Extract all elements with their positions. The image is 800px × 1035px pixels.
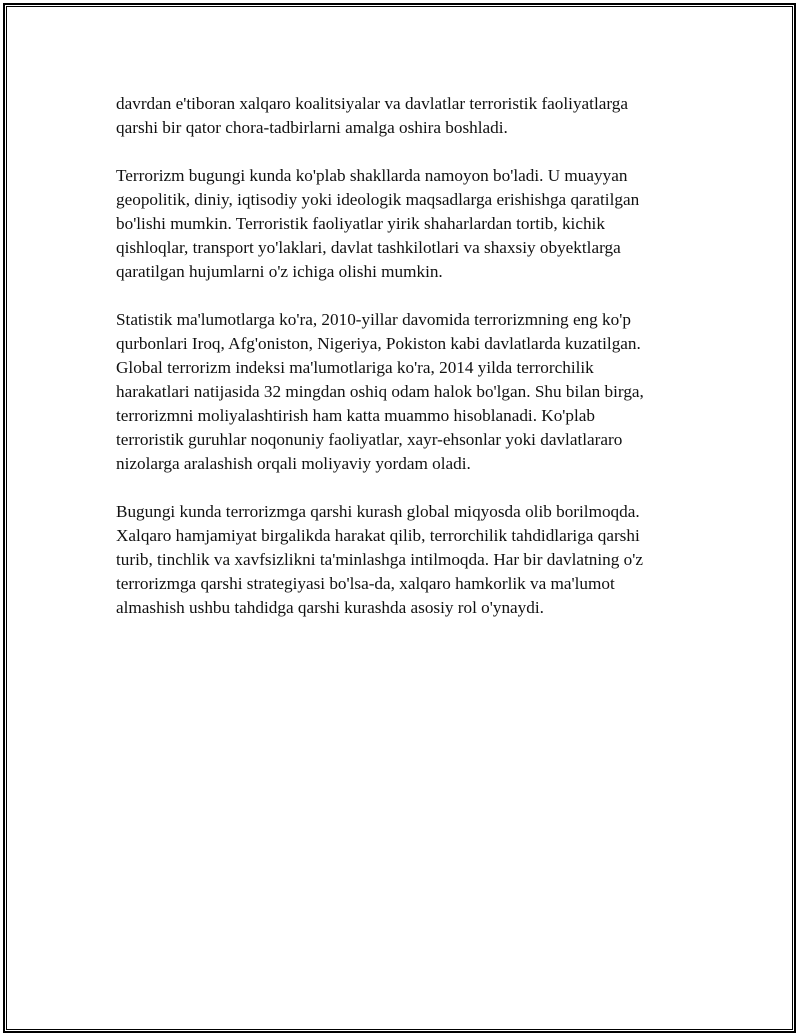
paragraph-3: Statistik ma'lumotlarga ko'ra, 2010-yillar davomida terrorizmning eng ko'p qurbonlari Iroq, Afg'oniston, Nigeriya, Pokiston kabi davlatlarda kuzatilgan. Global terrorizm indeksi ma'lumotlariga ko'ra, 2014 yilda terrorchilik harakatlari natijasida 32 mingdan oshiq odam halok bo'lgan. Shu bilan birga, terrorizmni moliyalashtirish ham katta muammo hisoblanadi. Ko'plab terroristik guruhlar noqonuniy faoliyatlar, xayr-ehsonlar yoki davlatlararo nizolarga aralashish orqali moliyaviy yordam oladi.	[116, 310, 644, 473]
document-body	[116, 92, 696, 644]
paragraph-2: Terrorizm bugungi kunda ko'plab shakllarda namoyon bo'ladi. U muayyan geopolitik, diniy, iqtisodiy yoki ideologik maqsadlarga erishishga qaratilgan bo'lishi mumkin. Terroristik faoliyatlar yirik shaharlardan tortib, kichik qishloqlar, transport yo'laklari, davlat tashkilotlari va shaxsiy obyektlarga qaratilgan hujumlarni o'z ichiga olishi mumkin.	[116, 166, 640, 281]
paragraph-1: davrdan e'tiboran xalqaro koalitsiyalar va davlatlar terroristik faoliyatlarga qarshi bir qator chora-tadbirlarni amalga oshira boshladi.	[116, 94, 628, 137]
paragraph-4: Bugungi kunda terrorizmga qarshi kurash global miqyosda olib borilmoqda. Xalqaro hamjamiyat birgalikda harakat qilib, terrorchilik tahdidlariga qarshi turib, tinchlik va xavfsizlikni ta'minlashga intilmoqda. Har bir davlatning o'z terrorizmga qarshi strategiyasi bo'lsa-da, xalqaro hamkorlik va ma'lumot almashish ushbu tahdidga qarshi kurashda asosiy rol o'ynaydi.	[116, 502, 643, 617]
